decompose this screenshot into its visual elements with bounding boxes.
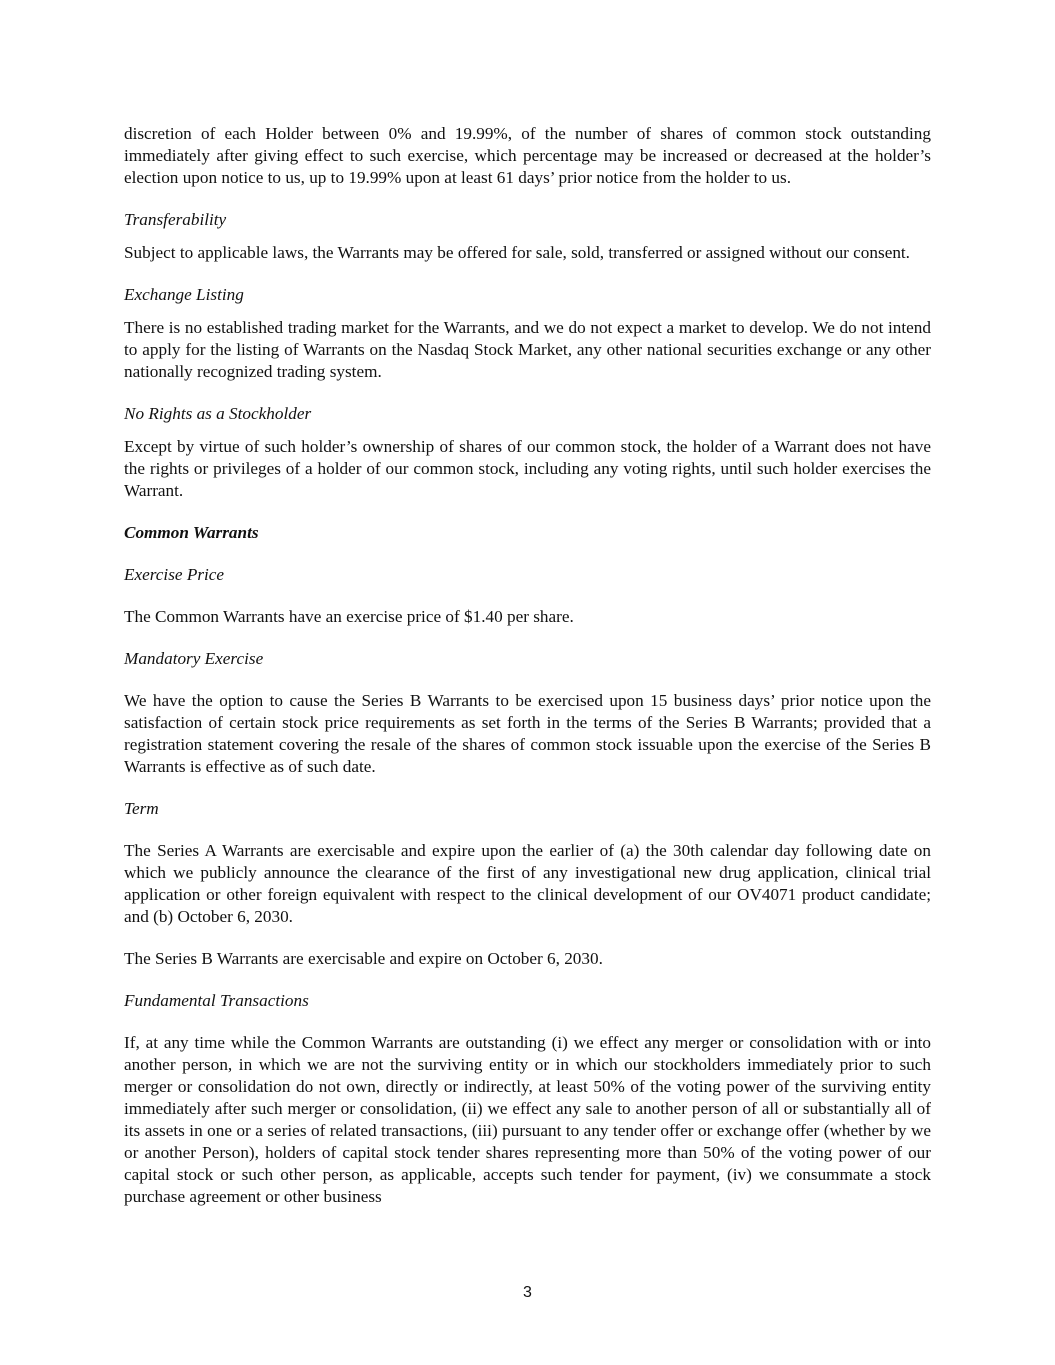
heading-fundamental-transactions: Fundamental Transactions: [124, 991, 309, 1010]
heading-mandatory-exercise: Mandatory Exercise: [124, 649, 264, 668]
heading-no-rights-as-stockholder: No Rights as a Stockholder: [124, 404, 312, 423]
paragraph-fundamental-transactions: If, at any time while the Common Warrants are outstanding (i) we effect any merger or consolidation with or into another person, in which we are not the surviving entity or in which our stockholders immediately prior to such merger or consolidation do not own, directly or indirectly, at least 50% of the voting power of the surviving entity immediately after such merger or consolidation, (ii) we effect any sale to another person of all or substantially all of its assets in one or a series of related transactions, (iii) pursuant to any tender offer or exchange offer (whether by we or another Person), holders of capital stock tender shares representing more than 50% of the voting power of our capital stock or such other person, as applicable, accepts such tender for payment, (iv) we consummate a stock purchase agreement or other business: [124, 1033, 931, 1206]
page-body: [124, 123, 931, 1208]
paragraph-mandatory-exercise: We have the option to cause the Series B Warrants to be exercised upon 15 business days’ prior notice upon the satisfaction of certain stock price requirements as set forth in the terms of the Series B Warrants; provided that a registration statement covering the resale of the shares of common stock issuable upon the exercise of the Series B Warrants is effective as of such date.: [124, 691, 931, 776]
section-heading-common-warrants: Common Warrants: [124, 523, 259, 542]
paragraph-no-rights-as-stockholder: Except by virtue of such holder’s ownership of shares of our common stock, the holder of a Warrant does not have the rights or privileges of a holder of our common stock, including any voting rights, until such holder exercises the Warrant.: [124, 437, 931, 500]
paragraph-exercise-price: The Common Warrants have an exercise price of $1.40 per share.: [124, 607, 574, 626]
page-number: 3: [523, 1284, 532, 1301]
heading-exercise-price: Exercise Price: [124, 565, 225, 584]
heading-transferability: Transferability: [124, 210, 227, 229]
paragraph-term-series-a: The Series A Warrants are exercisable and expire upon the earlier of (a) the 30th calendar day following date on which we publicly announce the clearance of the first of any investigational new drug application, clinical trial application or other foreign equivalent with respect to the clinical development of our OV4071 product candidate; and (b) October 6, 2030.: [124, 841, 931, 926]
paragraph-term-series-b: The Series B Warrants are exercisable and expire on October 6, 2030.: [124, 949, 603, 968]
heading-term: Term: [124, 799, 159, 818]
heading-exchange-listing: Exchange Listing: [124, 285, 244, 304]
paragraph-exchange-listing: There is no established trading market for the Warrants, and we do not expect a market to develop. We do not intend to apply for the listing of Warrants on the Nasdaq Stock Market, any other national securities exchange or any other nationally recognized trading system.: [124, 318, 931, 381]
paragraph-holder-discretion: discretion of each Holder between 0% and 19.99%, of the number of shares of common stock outstanding immediately after giving effect to such exercise, which percentage may be increased or decreased at the holder’s election upon notice to us, up to 19.99% upon at least 61 days’ prior notice from the holder to us.: [124, 124, 931, 187]
paragraph-transferability: Subject to applicable laws, the Warrants may be offered for sale, sold, transferred or assigned without our consent.: [124, 243, 910, 262]
